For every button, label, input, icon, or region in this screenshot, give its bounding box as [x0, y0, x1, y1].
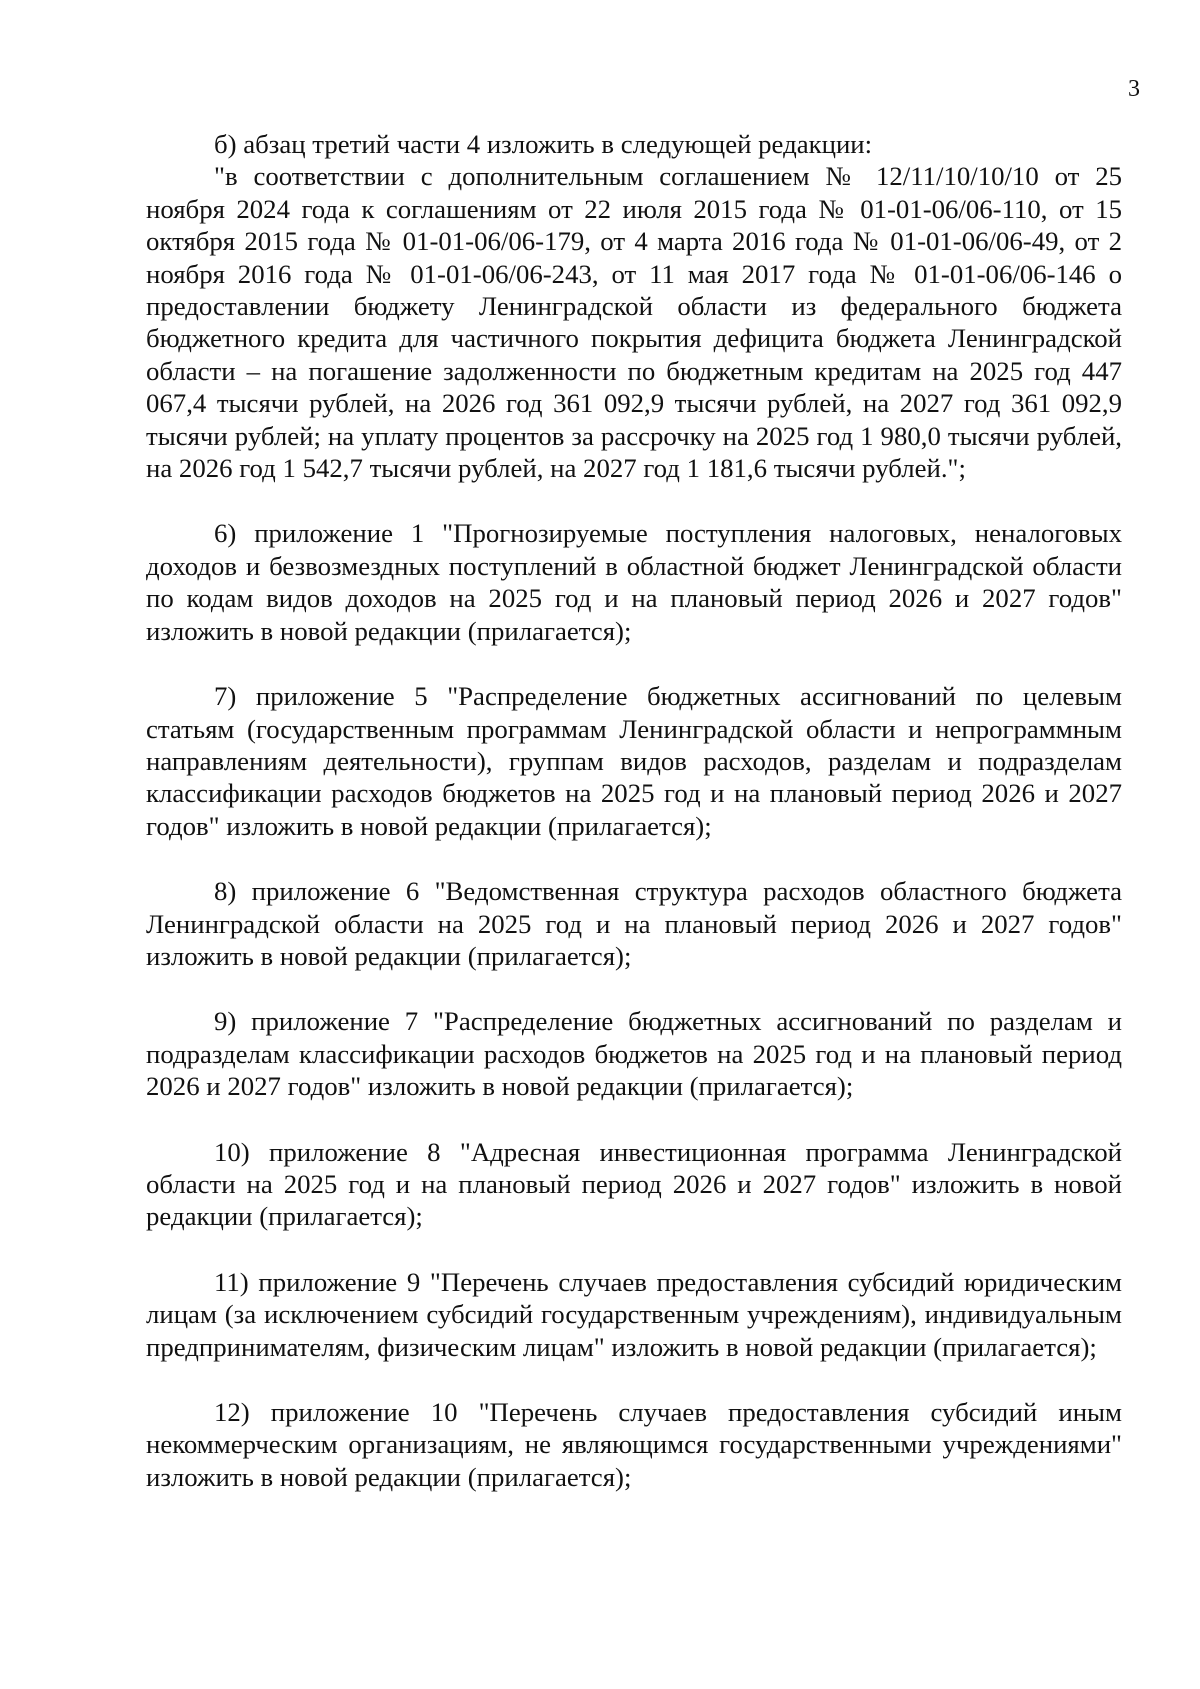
paragraph-item-7: 7) приложение 5 "Распределение бюджетных ассигнований по целевым статьям (государственным программам Ленинградской области и непрограммным направлениям деятельности), группам видов расходов, разделам и подразделам классификации расходов бюджетов на 2025 год и на плановый период 2026 и 2027 годов" изложить в новой редакции (прилагается);	[146, 681, 1122, 841]
paragraph-item-9: 9) приложение 7 "Распределение бюджетных ассигнований по разделам и подразделам классификации расходов бюджетов на 2025 год и на плановый период 2026 и 2027 годов" изложить в новой редакции (прилагается);	[146, 1006, 1122, 1102]
document-body	[146, 128, 1122, 1493]
paragraph-b-header: б) абзац третий части 4 изложить в следующей редакции:	[214, 129, 873, 159]
paragraph-item-6: 6) приложение 1 "Прогнозируемые поступления налоговых, неналоговых доходов и безвозмездных поступлений в областной бюджет Ленинградской области по кодам видов доходов на 2025 год и на плановый период 2026 и 2027 годов" изложить в новой редакции (прилагается);	[146, 518, 1122, 646]
paragraph-item-8: 8) приложение 6 "Ведомственная структура расходов областного бюджета Ленинградской области на 2025 год и на плановый период 2026 и 2027 годов" изложить в новой редакции (прилагается);	[146, 876, 1122, 971]
paragraph-b-quote: "в соответствии с дополнительным соглашением № 12/11/10/10/10 от 25 ноября 2024 года к соглашениям от 22 июля 2015 года № 01-01-06/06-110, от 15 октября 2015 года № 01-01-06/06-179, от 4 марта 2016 года № 01-01-06/06-49, от 2 ноября 2016 года № 01-01-06/06-243, от 11 мая 2017 года № 01-01-06/06-146 о предоставлении бюджету Ленинградской области из федерального бюджета бюджетного кредита для частичного покрытия дефицита бюджета Ленинградской области – на погашение задолженности по бюджетным кредитам на 2025 год 447 067,4 тысячи рублей, на 2026 год 361 092,9 тысячи рублей, на 2027 год 361 092,9 тысячи рублей; на уплату процентов за рассрочку на 2025 год 1 980,0 тысячи рублей, на 2026 год 1 542,7 тысячи рублей, на 2027 год 1 181,6 тысячи рублей.";	[146, 161, 1122, 484]
paragraph-item-10: 10) приложение 8 "Адресная инвестиционная программа Ленинградской области на 2025 год и на плановый период 2026 и 2027 годов" изложить в новой редакции (прилагается);	[146, 1136, 1122, 1232]
paragraph-item-12: 12) приложение 10 "Перечень случаев предоставления субсидий иным некоммерческим организациям, не являющимся государственными учреждениями" изложить в новой редакции (прилагается);	[146, 1397, 1122, 1492]
paragraph-item-11: 11) приложение 9 "Перечень случаев предоставления субсидий юридическим лицам (за исключением субсидий государственным учреждениям), индивидуальным предпринимателям, физическим лицам" изложить в новой редакции (прилагается);	[146, 1266, 1122, 1362]
page-number: 3	[1128, 76, 1140, 102]
